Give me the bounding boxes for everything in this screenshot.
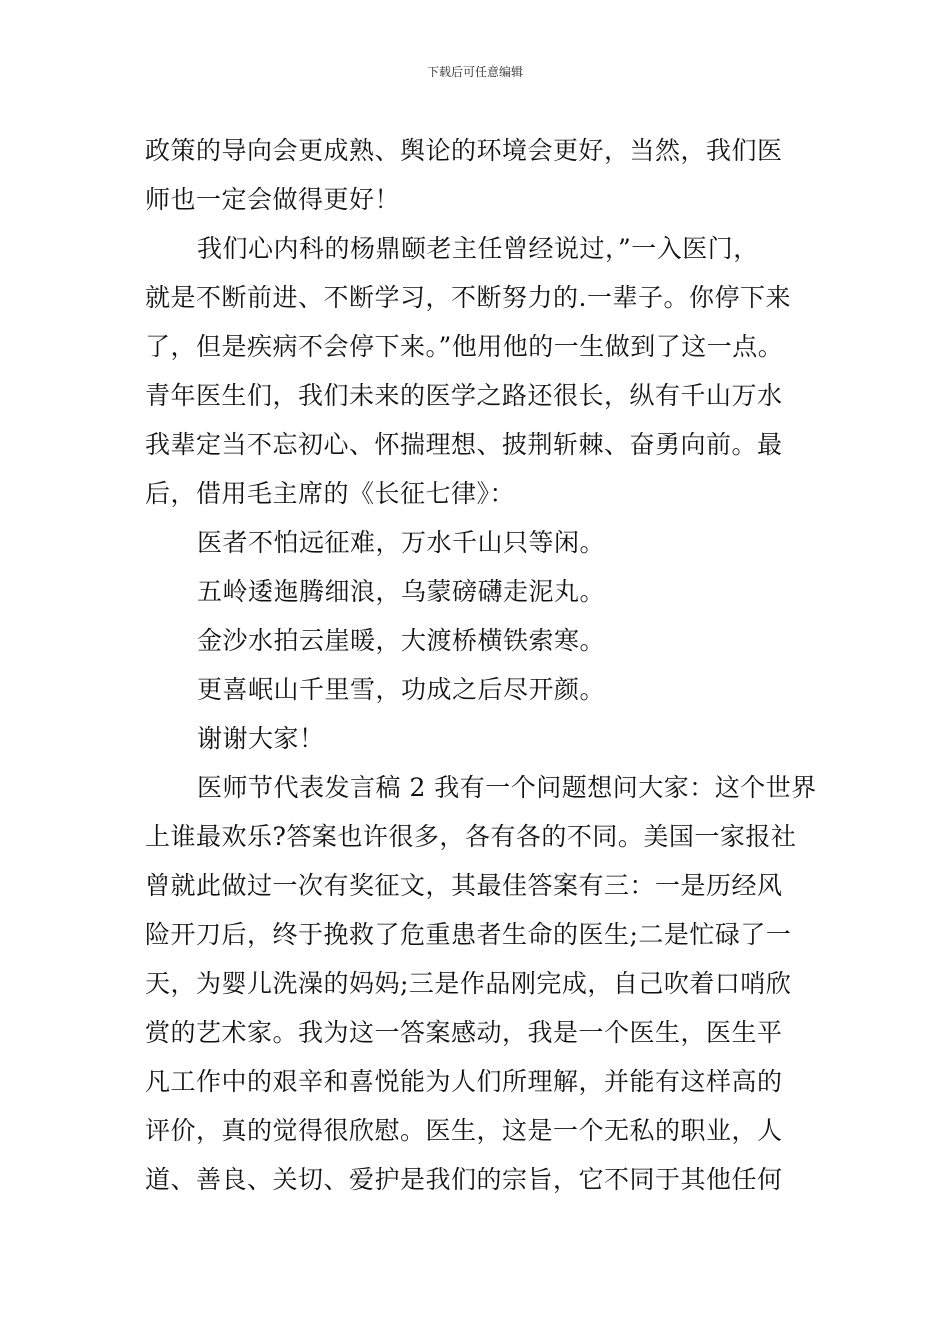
section-start-line: 医师节代表发言稿 2 我有一个问题想问大家：这个世界 <box>197 773 817 802</box>
text-line: 天，为婴儿洗澡的妈妈;三是作品刚完成，自己吹着口哨欣 <box>145 969 792 998</box>
text-line: 凡工作中的艰辛和喜悦能为人们所理解，并能有这样高的 <box>145 1067 783 1096</box>
text-line: 就是不断前进、不断学习，不断努力的.一辈子。你停下来 <box>145 283 791 312</box>
poem-line: 更喜岷山千里雪，功成之后尽开颜。 <box>197 675 606 704</box>
poem-line: 金沙水拍云崖暖，大渡桥横铁索寒。 <box>197 626 606 655</box>
text-line: 险开刀后，终于挽救了危重患者生命的医生;二是忙碌了一 <box>145 920 792 949</box>
text-line: 赏的艺术家。我为这一答案感动，我是一个医生，医生平 <box>145 1018 783 1047</box>
text-line: 评价，真的觉得很欣慰。医生，这是一个无私的职业，人 <box>145 1116 783 1145</box>
poem-line: 医者不怕远征难，万水千山只等闲。 <box>197 528 606 557</box>
page-header: 下载后可任意编辑 <box>426 65 523 79</box>
text-line: 政策的导向会更成熟、舆论的环境会更好，当然，我们医 <box>145 136 783 165</box>
text-line: 后，借用毛主席的《长征七律》： <box>145 479 516 508</box>
text-line: 师也一定会做得更好！ <box>145 185 401 214</box>
text-line: 道、善良、关切、爱护是我们的宗旨，它不同于其他任何 <box>145 1165 783 1194</box>
text-line: 曾就此做过一次有奖征文，其最佳答案有三：一是历经风 <box>145 871 783 900</box>
poem-line: 五岭逶迤腾细浪，乌蒙磅礴走泥丸。 <box>197 577 606 606</box>
text-line: 我辈定当不忘初心、怀揣理想、披荆斩棘、奋勇向前。最 <box>145 430 783 459</box>
closing-line: 谢谢大家！ <box>197 724 325 753</box>
document-body <box>145 126 815 1204</box>
text-line: 青年医生们，我们未来的医学之路还很长，纵有千山万水 <box>145 381 783 410</box>
text-line: 我们心内科的杨鼎颐老主任曾经说过，”一入医门， <box>197 234 759 263</box>
text-line: 上谁最欢乐?答案也许很多，各有各的不同。美国一家报社 <box>145 822 797 851</box>
text-line: 了，但是疾病不会停下来。”他用他的一生做到了这一点。 <box>145 332 784 361</box>
